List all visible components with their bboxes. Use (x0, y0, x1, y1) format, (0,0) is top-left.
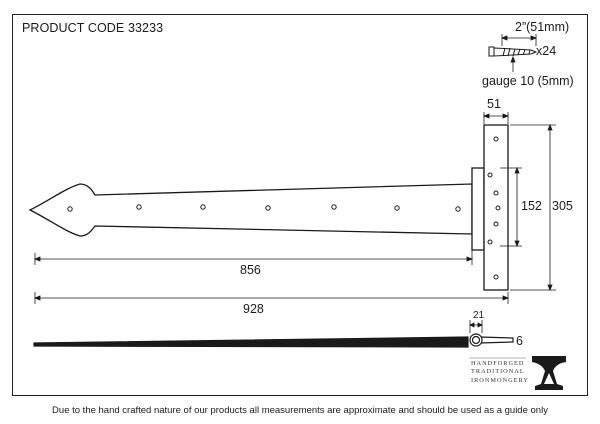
overall-length-label: 928 (243, 302, 264, 316)
screw-gauge-label: gauge 10 (5mm) (482, 74, 574, 88)
knuckle-dimension (470, 320, 482, 333)
hinge-knuckle (472, 168, 484, 250)
hinge-strap (30, 184, 472, 236)
product-code: PRODUCT CODE 33233 (22, 21, 164, 35)
screw-length-dimension (502, 34, 536, 46)
disclaimer: Due to the hand crafted nature of our products all measurements are approximate and should be used as a guide only (52, 405, 548, 416)
brand-line: TRADITIONAL (471, 368, 525, 376)
plate-width-label: 51 (487, 97, 501, 111)
screw-icon (489, 47, 536, 56)
screw-quantity-label: x24 (536, 44, 557, 58)
knuckle-diameter-label: 21 (473, 310, 485, 321)
plate-height-label: 305 (552, 199, 573, 213)
hole-spacing-label: 152 (521, 199, 542, 213)
brand-text (471, 360, 529, 385)
strap-length-label: 856 (240, 263, 261, 277)
thickness-label: 6 (516, 334, 523, 348)
anvil-logo-icon (532, 356, 566, 390)
brand-line: HANDFORGED (471, 360, 525, 367)
brand-line: IRONMONGERY (471, 376, 529, 384)
hinge-side-profile (34, 334, 513, 347)
screw-length-label: 2”(51mm) (515, 20, 570, 34)
gauge-leader (511, 57, 515, 72)
plate-width-dimension (484, 112, 508, 124)
overall-length-dimension (35, 292, 508, 304)
